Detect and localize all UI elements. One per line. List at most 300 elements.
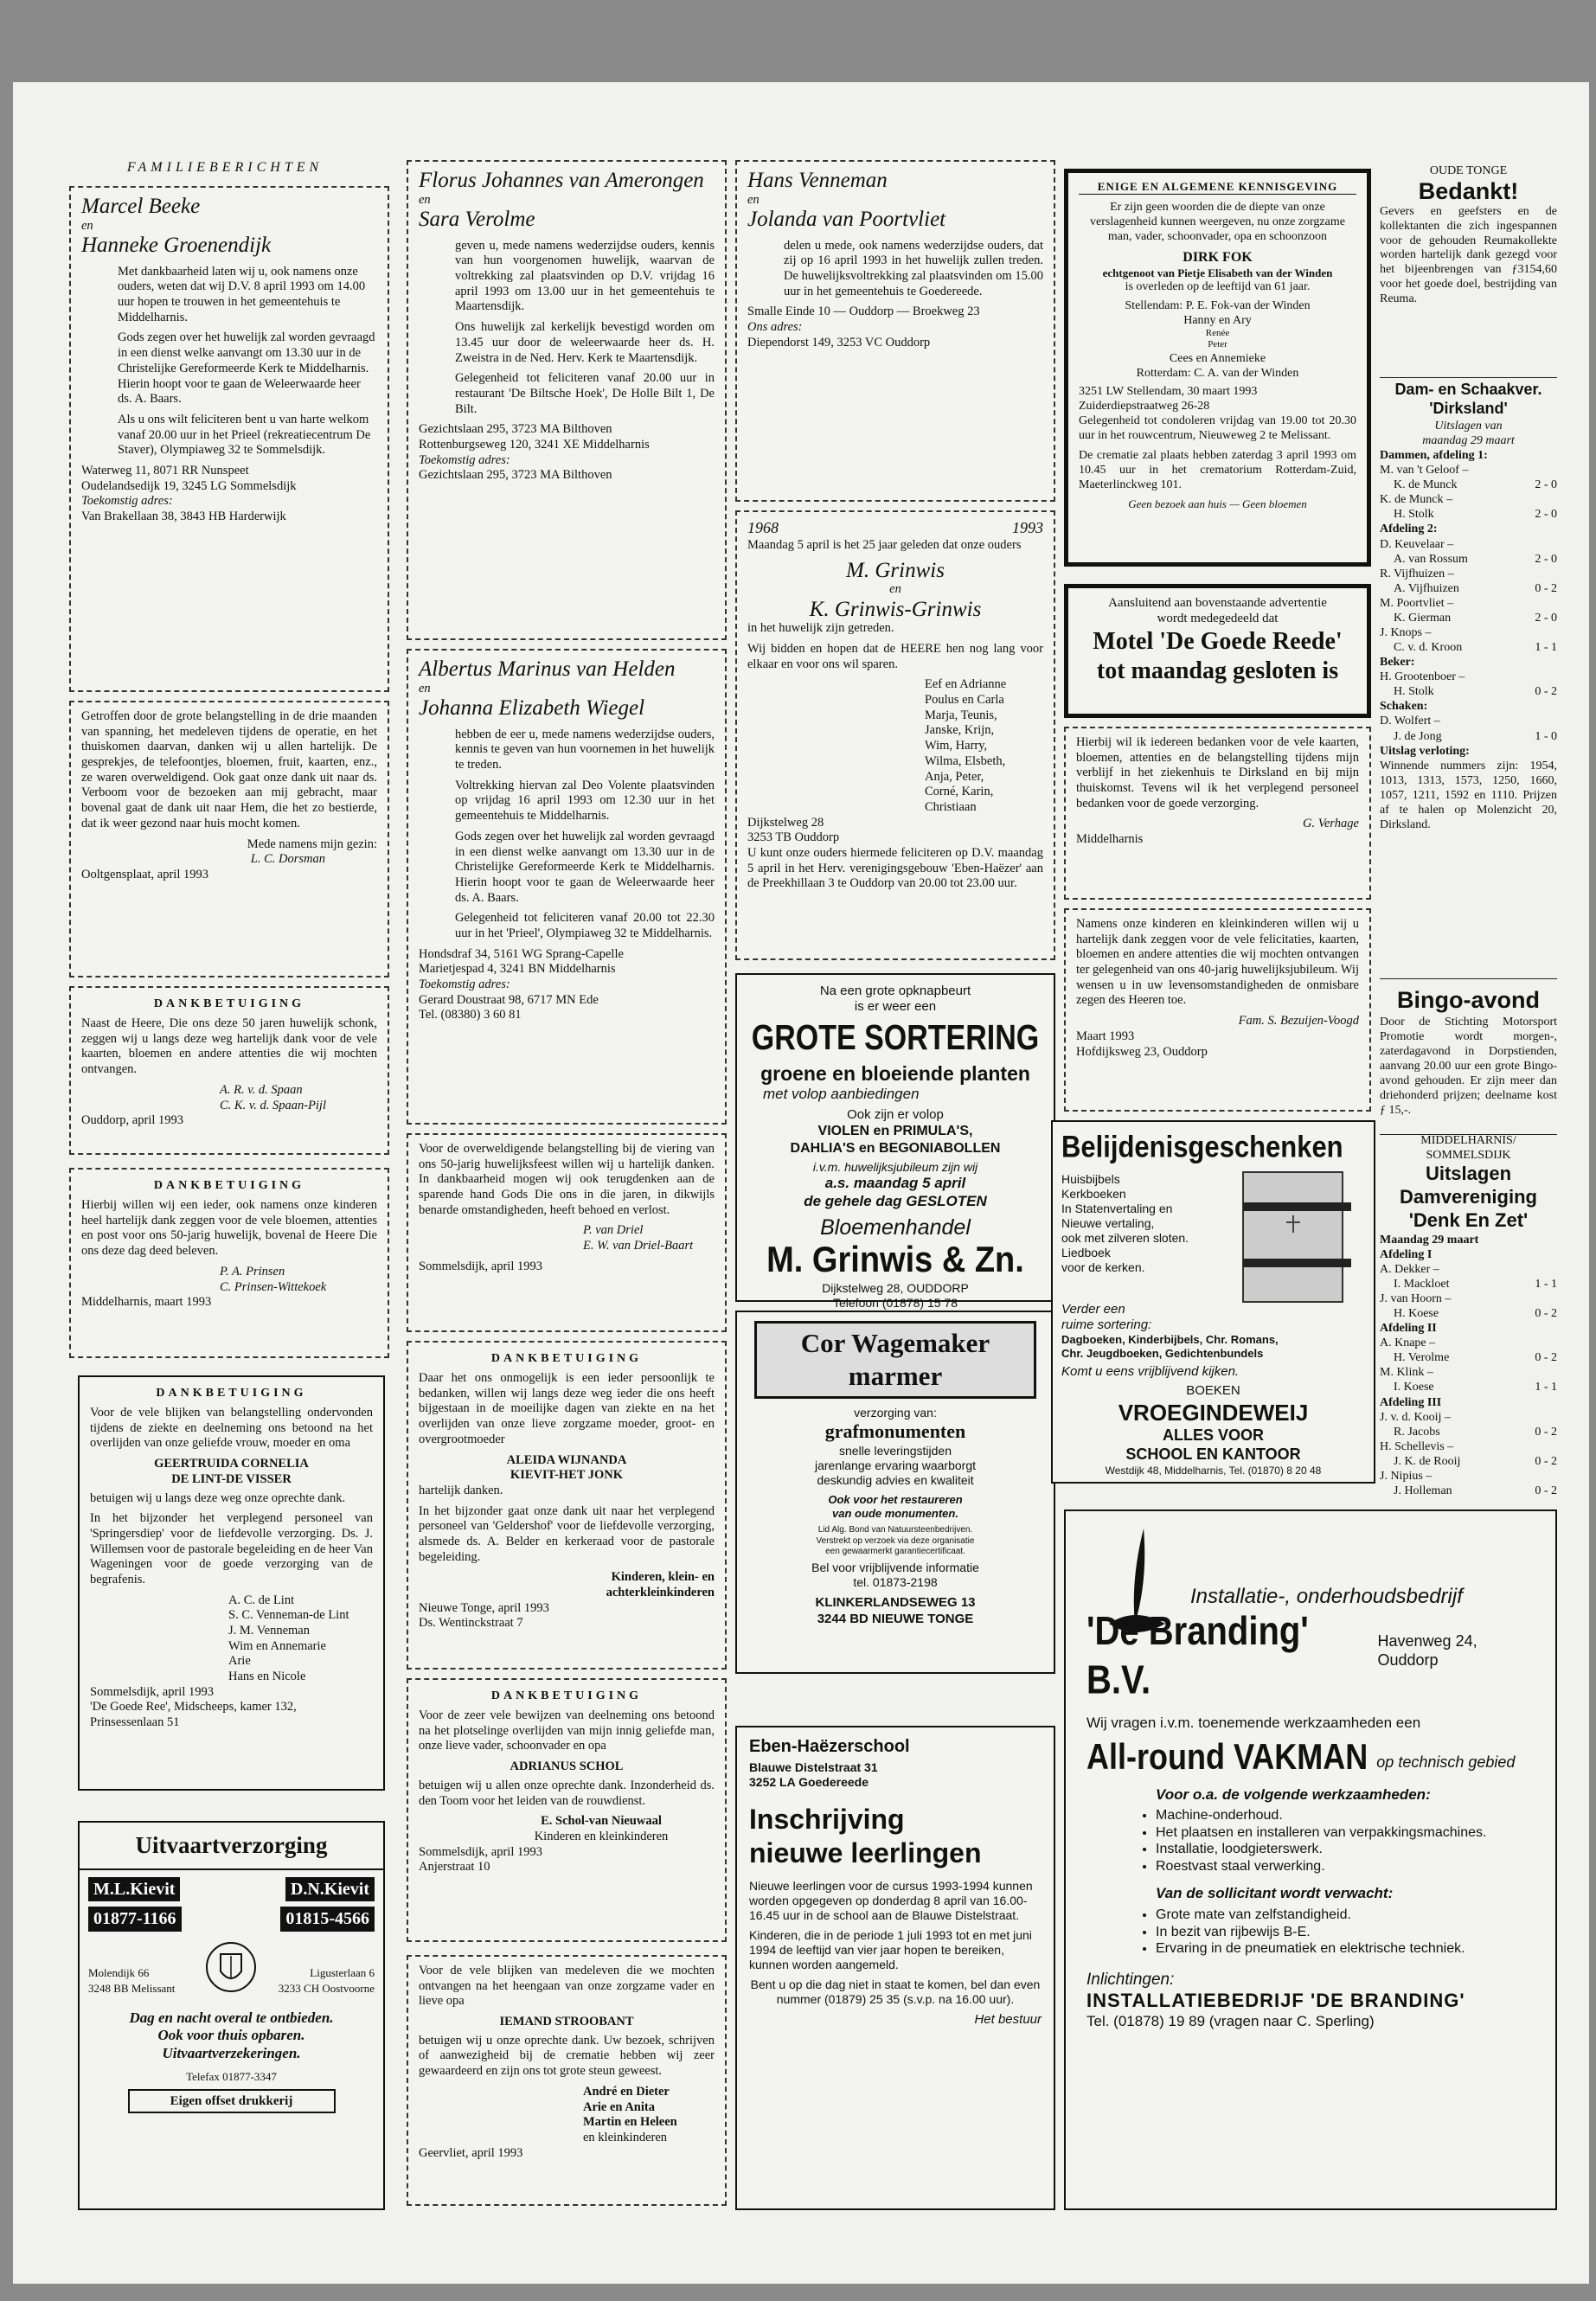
- deceased-name: KIEVIT-HET JONK: [510, 1468, 624, 1483]
- para: Gelegenheid tot feliciteren vanaf 20.00 uur in restaurant 'De Biltsche Hoek', De Holle Bilt 1, De Bilt.: [455, 371, 715, 416]
- address: 3253 TB Ouddorp: [747, 830, 840, 845]
- place-date: Sommelsdijk, april 1993: [90, 1684, 214, 1699]
- address: Gezichtslaan 295, 3723 MA Bilthoven: [419, 468, 612, 483]
- player-name: R. Vijfhuizen –: [1380, 567, 1454, 580]
- signature: G. Verhage: [1303, 817, 1359, 831]
- address: Marietjespad 4, 3241 BN Middelharnis: [419, 962, 616, 977]
- en-word: en: [747, 192, 760, 207]
- results-table: [1380, 448, 1557, 744]
- player-name: H. Grootenboer –: [1380, 670, 1465, 684]
- fine-print: een gewaarmerkt garantiecertificaat.: [825, 1546, 965, 1556]
- heading: DANKBETUIGING: [153, 997, 305, 1010]
- score: 2 - 0: [1535, 611, 1557, 625]
- address: KLINKERLANDSEWEG 13: [815, 1595, 976, 1611]
- player-name: R. Jacobs: [1394, 1425, 1440, 1439]
- results-row: [1380, 537, 1557, 552]
- player-name: K. de Munck –: [1380, 493, 1452, 507]
- para: In het bijzonder het verplegend personeel van 'Springersdiep' voor de liefdevolle verzorging. Ds. J. Willemsen voor de pastorale begeleiding en de heer Van Wageningen voor de goede verzorging van de begrafenis.: [90, 1511, 373, 1586]
- player-name: J. K. de Rooij: [1394, 1454, 1461, 1468]
- signature: Arie: [228, 1654, 251, 1669]
- requirement-list: [1138, 1907, 1535, 1958]
- ad-line: snelle leveringstijden: [839, 1443, 952, 1458]
- school-name: Eben-Haëzerschool: [749, 1737, 910, 1756]
- future-label: Ons adres:: [747, 320, 803, 335]
- product-item: Kerkboeken: [1061, 1186, 1126, 1201]
- company-trade: marmer: [848, 1360, 943, 1391]
- results-row: [1380, 625, 1557, 640]
- para: betuigen wij u onze oprechte dank. Uw bezoek, schrijven of aanwezigheid bij de crematie hebben wij zeer gewaardeerd en zijn ons tot grote steun geweest.: [419, 2033, 715, 2079]
- results-row: [1380, 670, 1557, 684]
- groom-name: Florus Johannes van Amerongen: [419, 169, 704, 192]
- results-row: [1380, 1277, 1557, 1292]
- signature: Kinderen, klein- en: [611, 1570, 715, 1585]
- ad-headline: Belijdenisgeschenken: [1061, 1129, 1343, 1164]
- ad-line: ruime sortering:: [1061, 1317, 1152, 1333]
- player-name: M. Klink –: [1380, 1366, 1433, 1380]
- coat-of-arms-icon: [205, 1937, 257, 1997]
- thanks-dorsman: [69, 701, 389, 977]
- name-right: D.N.Kievit: [285, 1877, 375, 1901]
- logo-panel: [754, 1321, 1036, 1399]
- telefax: Telefax 01877-3347: [186, 2069, 277, 2083]
- bride-name: Jolanda van Poortvliet: [747, 208, 946, 232]
- para: Voltrekking hiervan zal Deo Volente plaatsvinden op vrijdag 16 april 1993 om 12.30 uur in het gemeentehuis te Middelharnis.: [455, 778, 715, 824]
- ad-line: Verder een: [1061, 1301, 1125, 1317]
- para: Door de Stichting Motorsport Promotie wordt morgen-, zaterdagavond in Dorpstienden, aanvang 20.00 uur een grote Bingo-avond gehouden. Er zijn meer dan driehonderd prijzen; deelname kost ƒ 15,-.: [1380, 1015, 1557, 1118]
- signature: S. C. Venneman-de Lint: [228, 1608, 349, 1623]
- player-name: I. Mackloet: [1394, 1277, 1450, 1291]
- phone: Tel. (08380) 3 60 81: [419, 1008, 522, 1022]
- player-name: H. Verolme: [1394, 1351, 1450, 1365]
- player-name: J. Knops –: [1380, 626, 1432, 639]
- company-name: 'De Branding' B.V.: [1086, 1610, 1309, 1702]
- shop-line: BOEKEN: [1186, 1383, 1240, 1399]
- para: Met dankbaarheid laten wij u, ook namens onze ouders, weten dat wij D.V. 8 april 1993 om 14.00 uur hopen te trouwen in het gemeentehuis te Middelharnis.: [118, 264, 366, 324]
- para: hartelijk danken.: [419, 1483, 503, 1497]
- place-date: Maart 1993: [1076, 1029, 1135, 1043]
- player-name: A. Dekker –: [1380, 1262, 1439, 1276]
- results-dirksland: [1380, 381, 1557, 837]
- score: 1 - 1: [1535, 1277, 1557, 1291]
- product-item: Liedboek: [1061, 1246, 1111, 1260]
- para: Gevers en geefsters en de kollektanten die zich ingespannen voor de gehouden Reumakollekte worden hartelijk dank gezegd voor het bijeenbrengen van ƒ3154,60 voor het goede doel, bestrijding van Reuma.: [1380, 205, 1557, 305]
- ad-line: i.v.m. huwelijksjubileum zijn wij: [812, 1160, 978, 1175]
- para: hebben de eer u, mede namens wederzijdse ouders, kennis te geven van hun voornemen in het huwelijk te treden.: [455, 727, 715, 772]
- results-row: [1380, 478, 1557, 492]
- results-denk-en-zet: [1380, 1133, 1557, 1498]
- child-name: Marja, Teunis,: [925, 708, 997, 722]
- subheading: maandag 29 maart: [1422, 433, 1515, 447]
- requirement-item: • Grote mate van zelfstandigheid.: [1156, 1907, 1535, 1924]
- heading: Bingo-avond: [1397, 987, 1540, 1013]
- ad-kievit: [78, 1821, 385, 2210]
- spouse-line: echtgenoot van Pietje Elisabeth van der Winden: [1102, 266, 1333, 279]
- para: geven u, mede namens wederzijdse ouders, kennis van hun voorgenomen huwelijk, waarvan de voltrekking zal plaatsvinden op D.V. vrijdag 16 april 1993 om 13.00 uur in het gemeentehuis te Maartensdijk.: [455, 238, 715, 314]
- signature: E. W. van Driel-Baart: [583, 1239, 694, 1253]
- section-title: FAMILIEBERICHTEN: [126, 160, 324, 175]
- results-row: [1380, 1469, 1557, 1484]
- year-start: 1968: [747, 519, 779, 536]
- address: Hofdijksweg 23, Ouddorp: [1076, 1044, 1208, 1059]
- print-badge: Eigen offset drukkerij: [128, 2089, 336, 2113]
- announcement-venneman: [735, 160, 1055, 502]
- task-item: • Het plaatsen en installeren van verpakkingsmachines.: [1156, 1824, 1535, 1842]
- deceased-name: IEMAND STROOBANT: [499, 2015, 634, 2029]
- ad-line: van oude monumenten.: [832, 1506, 958, 1520]
- job-title: All-round VAKMAN: [1086, 1735, 1368, 1777]
- product-item: ook met zilveren sloten.: [1061, 1231, 1189, 1246]
- address: 3233 CH Oostvoorne: [278, 1981, 375, 1995]
- ad-grote-sortering: [735, 973, 1055, 1310]
- place-date: Middelharnis, maart 1993: [81, 1295, 212, 1310]
- player-name: A. van Rossum: [1394, 552, 1468, 566]
- results-row: [1380, 567, 1557, 581]
- score: 0 - 2: [1535, 1484, 1557, 1497]
- signature: P. A. Prinsen: [220, 1264, 285, 1279]
- results-table: [1380, 1247, 1557, 1498]
- player-name: M. Poortvliet –: [1380, 596, 1454, 610]
- heading: DANKBETUIGING: [490, 1689, 643, 1702]
- results-row: [1380, 1262, 1557, 1277]
- notice-bedankt: [1380, 164, 1557, 312]
- deceased-name: ADRIANUS SCHOL: [510, 1759, 624, 1774]
- para: delen u mede, ook namens wederzijdse ouders, dat zij op 16 april 1993 in het huwelijk zullen treden. De huwelijksvoltrekking zal plaatsvinden om 15.00 uur in het gemeentehuis te Goedereede.: [784, 238, 1043, 298]
- ad-line: Komt u eens vrijblijvend kijken.: [1061, 1364, 1240, 1380]
- heading: DANKBETUIGING: [156, 1387, 307, 1400]
- deceased-name: GEERTRUIDA CORNELIA: [154, 1457, 309, 1471]
- signature: André en Dieter: [583, 2084, 670, 2099]
- ad-line: Na een grote opknapbeurt: [819, 984, 971, 998]
- score: 2 - 0: [1535, 478, 1557, 492]
- para: Voor de vele blijken van belangstelling ondervonden tijdens de ziekte en deelneming ons betoond na het overlijden van onze geliefde vrouw, moeder en oma: [90, 1406, 373, 1451]
- results-group-heading: Afdeling 2:: [1380, 522, 1438, 536]
- para: Getroffen door de grote belangstelling in de drie maanden van spanning, het medeleven tijdens de operatie, en het thuiskomen daarvan, danken wij u allen hartelijk. De gesprekjes, de telefoontjes, bloemen, fruit, kaarten, enz., ze waren overweldigend. Ook gaat onze dank uit naar ds. Verboom voor de bezoeken aan mij gebracht, maar bovenal gaat de dank uit naar Hem, die het zo bestierde, dat ik weer gezond naar huis mocht komen.: [81, 709, 377, 830]
- subheading: Uitslagen van: [1434, 419, 1503, 433]
- heading: 'Denk En Zet': [1408, 1208, 1529, 1231]
- announcement-beeke: [69, 186, 389, 692]
- slogan: Ook voor thuis opbaren.: [157, 2027, 305, 2044]
- notice-bingo: [1380, 986, 1557, 1123]
- product-item: voor de kerken.: [1061, 1260, 1145, 1275]
- relative: Rotterdam: C. A. van der Winden: [1136, 366, 1299, 380]
- address: Oudelandsedijk 19, 3245 LG Sommelsdijk: [81, 478, 297, 493]
- player-name: J. van Hoorn –: [1380, 1292, 1452, 1305]
- place-date: Sommelsdijk, april 1993: [419, 1259, 542, 1273]
- results-row: [1380, 1292, 1557, 1306]
- signature: Arie en Anita: [583, 2099, 655, 2114]
- future-label: Toekomstig adres:: [419, 452, 510, 467]
- address: Blauwe Distelstraat 31: [749, 1760, 878, 1775]
- age-line: is overleden op de leeftijd van 61 jaar.: [1125, 280, 1311, 294]
- address: Van Brakellaan 38, 3843 HB Harderwijk: [81, 510, 286, 523]
- address: Dijkstelweg 28, OUDDORP: [822, 1280, 969, 1295]
- results-row: [1380, 1306, 1557, 1321]
- player-name: J. v. d. Kooij –: [1380, 1410, 1451, 1424]
- groom-name: Hans Venneman: [747, 169, 888, 192]
- signature: Kinderen en kleinkinderen: [534, 1829, 669, 1843]
- shop-type: Bloemenhandel: [820, 1215, 971, 1240]
- task-item: • Installatie, loodgieterswerk.: [1156, 1841, 1535, 1858]
- tel-right: 01815-4566: [280, 1907, 375, 1931]
- para: Als u ons wilt feliciteren bent u van harte welkom vanaf 20.00 uur in het Prieel (rekreatiecentrum De Staver), Olympiaweg 32 te Sommelsdijk.: [118, 412, 371, 458]
- child-name: Corné, Karin,: [925, 785, 994, 799]
- thanks-jonk: [407, 1341, 727, 1670]
- para: Naast de Heere, Die ons deze 50 jaren huwelijk schonk, zeggen wij u langs deze weg hartelijk dank voor de vele kaarten, bloemen en andere attenties die wij mochten ontvangen.: [81, 1016, 377, 1077]
- para: Ons huwelijk zal kerkelijk bevestigd worden om 13.45 uur door de weleerwaarde heer ds. H. Zweistra in de Ned. Herv. Kerk te Maartensdijk.: [455, 320, 715, 365]
- signatures: [419, 2085, 715, 2146]
- results-row: [1380, 581, 1557, 596]
- sig-intro: Mede namens mijn gezin:: [247, 836, 377, 851]
- address: Zuiderdiepstraatweg 26-28: [1079, 399, 1210, 413]
- bride-name: Hanneke Groenendijk: [81, 234, 272, 258]
- results-row: [1380, 463, 1557, 478]
- name-left: M.L.Kievit: [88, 1877, 180, 1901]
- shop-line: SCHOOL EN KANTOOR: [1125, 1445, 1301, 1464]
- ad-line: Ook voor het restaureren: [828, 1492, 963, 1506]
- results-row: [1380, 1336, 1557, 1350]
- para: in het huwelijk zijn getreden.: [747, 621, 894, 636]
- ad-line: Aansluitend aan bovenstaande advertentie: [1108, 596, 1327, 610]
- relative: Peter: [1208, 339, 1227, 350]
- results-group-heading: Afdeling I: [1380, 1247, 1433, 1261]
- results-row: [1380, 729, 1557, 744]
- product-item: Huisbijbels: [1061, 1171, 1120, 1186]
- results-row: [1380, 552, 1557, 567]
- requirement-item: • In bezit van rijbewijs B-E.: [1156, 1924, 1535, 1941]
- ad-line: op technisch gebied: [1376, 1753, 1516, 1771]
- player-name: K. Gierman: [1394, 611, 1452, 625]
- player-name: A. Knape –: [1380, 1336, 1436, 1350]
- child-name: Janske, Krijn,: [925, 723, 995, 738]
- ad-line: Bel voor vrijblijvende informatie: [811, 1561, 979, 1575]
- para: betuigen wij u langs deze weg onze oprechte dank.: [90, 1490, 346, 1505]
- ad-wagemaker: [735, 1311, 1055, 1674]
- address: Havenweg 24, Ouddorp: [1377, 1632, 1477, 1670]
- ad-line: Wij vragen i.v.m. toenemende werkzaamheden een: [1086, 1714, 1421, 1731]
- ad-headline: GROTE SORTERING: [751, 1017, 1040, 1058]
- para: Voor de vele blijken van medeleven die we mochten ontvangen na het heengaan van onze zorgzame vader en lieve opa: [419, 1964, 715, 2009]
- heading: Bedankt!: [1418, 178, 1519, 204]
- results-row: [1380, 596, 1557, 611]
- signatures: [90, 1593, 373, 1685]
- para: Wij bidden en hopen dat de HEERE hen nog lang voor elkaar en voor ons wil sparen.: [747, 642, 1043, 671]
- address: 3251 LW Stellendam, 30 maart 1993: [1079, 384, 1258, 398]
- subheading: Inlichtingen:: [1086, 1970, 1175, 1989]
- results-row: [1380, 1425, 1557, 1439]
- heading: DANKBETUIGING: [490, 1352, 643, 1365]
- results-group-heading: Afdeling II: [1380, 1322, 1437, 1336]
- place-date: Nieuwe Tonge, april 1993: [419, 1600, 549, 1615]
- para: Daar het ons onmogelijk is een ieder persoonlijk te bedanken, willen wij langs deze weg ieder die ons heeft bijgestaan in de moeilijke dagen van ziekte en na het overlijden van onze lieve zorgzame moeder, groot- en overgrootmoeder: [419, 1371, 715, 1446]
- phone: Telefoon (01878) 15 78: [833, 1295, 958, 1310]
- shop-name: VROEGINDEWEIJ: [1118, 1399, 1309, 1426]
- place-date: Sommelsdijk, april 1993: [419, 1844, 542, 1859]
- ad-de-branding: [1064, 1509, 1557, 2210]
- company-type: Installatie-, onderhoudsbedrijf: [1190, 1585, 1463, 1608]
- announcement-helden: [407, 649, 727, 1125]
- child-name: Christiaan: [925, 799, 977, 814]
- results-group-heading: Beker:: [1380, 656, 1415, 670]
- para: In het bijzonder gaat onze dank uit naar het verplegend personeel van 'Geldershof' voor de liefdevolle verzorging, alsmede ds. A. Belder en kerkeraad voor de pastorale begeleiding.: [419, 1503, 715, 1564]
- player-name: M. van 't Geloof –: [1380, 464, 1469, 478]
- ad-belijdenisgeschenken: [1051, 1120, 1375, 1484]
- results-row: [1380, 1439, 1557, 1454]
- score: 0 - 2: [1535, 1307, 1557, 1321]
- ad-headline: tot maandag gesloten is: [1096, 657, 1339, 684]
- future-label: Toekomstig adres:: [81, 494, 173, 509]
- para: Gelegenheid tot feliciteren vanaf 20.00 tot 22.30 uur in het 'Prieel', Olympiaweg 32 te Middelharnis.: [455, 911, 715, 940]
- wife-name: K. Grinwis-Grinwis: [809, 597, 982, 621]
- place-header: OUDE TONGE: [1429, 164, 1508, 177]
- subheading: Voor o.a. de volgende werkzaamheden:: [1156, 1785, 1431, 1803]
- ad-title: Uitvaartverzorging: [80, 1823, 383, 1870]
- ad-line: met volop aanbiedingen: [763, 1086, 920, 1103]
- para: Namens onze kinderen en kleinkinderen willen wij u hartelijk dank zeggen voor de vele felicitaties, kaarten, bloemen en andere attenties die wij mochten ontvangen ter gelegenheid van ons 40-jarig huwelijksjubileum. Wij wensen u in uw levensomstandigheden de onmisbare zegen des Heeren toe.: [1076, 917, 1359, 1008]
- newspaper-page: [13, 82, 1589, 2284]
- para: betuigen wij u allen onze oprechte dank. Inzonderheid ds. den Toom voor het leiden van de rouwdienst.: [419, 1778, 715, 1808]
- en-word: en: [419, 192, 431, 207]
- product-item: In Statenvertaling en: [1061, 1201, 1173, 1215]
- address: Rottenburgseweg 120, 3241 XE Middelharnis: [419, 437, 650, 452]
- results-row: [1380, 1350, 1557, 1365]
- player-name: K. de Munck: [1394, 478, 1458, 492]
- heading: ENIGE EN ALGEMENE KENNISGEVING: [1079, 180, 1356, 195]
- address: 3252 LA Goedereede: [749, 1775, 869, 1790]
- ad-eben-haezerschool: [735, 1726, 1055, 2210]
- player-name: D. Keuvelaar –: [1380, 537, 1454, 551]
- anniversary-grinwis: [735, 510, 1055, 960]
- child-name: Wilma, Elsbeth,: [925, 753, 1006, 768]
- address: Anjerstraat 10: [419, 1860, 490, 1875]
- address: Gerard Doustraat 98, 6717 MN Ede: [419, 992, 599, 1007]
- signature: J. M. Venneman: [228, 1624, 310, 1638]
- para: Voor de overweldigende belangstelling bij de viering van ons 50-jarig huwelijksfeest willen wij u hartelijk danken. In dankbaarheid mogen wij ook terugdenken aan de sparende hand Gods Die ons in die jaren, in dikwijls benarde omstandigheden, heeft behoed en verlost.: [419, 1142, 715, 1217]
- signature: L. C. Dorsman: [250, 852, 325, 867]
- results-group-heading: Afdeling III: [1380, 1395, 1442, 1409]
- en-word: en: [419, 681, 431, 695]
- results-group-heading: Schaken:: [1380, 700, 1428, 714]
- address: Diependorst 149, 3253 VC Ouddorp: [747, 335, 931, 349]
- child-name: Poulus en Carla: [925, 693, 1004, 708]
- en-word: en: [81, 218, 93, 233]
- heading: Uitslagen: [1425, 1163, 1512, 1185]
- signature: en kleinkinderen: [583, 2130, 668, 2144]
- signature: A. C. de Lint: [228, 1593, 295, 1607]
- ad-line: is er weer een: [854, 999, 937, 1015]
- ad-subheadline: groene en bloeiende planten: [760, 1062, 1030, 1086]
- address: Gezichtslaan 295, 3723 MA Bilthoven: [419, 422, 612, 437]
- address: Molendijk 66: [88, 1965, 150, 1979]
- player-name: D. Wolfert –: [1380, 715, 1440, 728]
- shop-name: M. Grinwis & Zn.: [766, 1240, 1024, 1281]
- fine-print: Verstrekt op verzoek via deze organisatie: [816, 1535, 975, 1546]
- subheading: Uitslag verloting:: [1380, 744, 1470, 758]
- bride-name: Johanna Elizabeth Wiegel: [419, 696, 645, 721]
- address: Smalle Einde 10 — Ouddorp — Broekweg 23: [747, 304, 980, 319]
- child-name: Eef en Adrianne: [925, 677, 1007, 692]
- ad-headline: Motel 'De Goede Reede': [1093, 627, 1343, 655]
- child-name: Anja, Peter,: [925, 769, 984, 784]
- ad-line: Ook zijn er volop: [847, 1106, 944, 1122]
- address: Westdijk 48, Middelharnis, Tel. (01870) 8 20 48: [1105, 1465, 1322, 1477]
- company-name: Cor Wagemaker: [800, 1328, 990, 1358]
- ad-line: DAHLIA'S en BEGONIABOLLEN: [790, 1140, 1001, 1156]
- heading: DANKBETUIGING: [153, 1179, 305, 1192]
- score: 0 - 2: [1535, 1425, 1557, 1439]
- children-list: [747, 677, 1043, 815]
- ad-line: a.s. maandag 5 april: [824, 1175, 966, 1192]
- address: 3248 BB Melissant: [88, 1981, 176, 1995]
- results-row: [1380, 611, 1557, 625]
- requirement-item: • Ervaring in de pneumatiek en elektrische techniek.: [1156, 1940, 1535, 1958]
- results-group-heading: Dammen, afdeling 1:: [1380, 449, 1488, 463]
- heading: 'Dirksland': [1429, 399, 1508, 417]
- ad-headline: Inschrijving: [749, 1803, 905, 1835]
- address: Hondsdraf 34, 5161 WG Sprang-Capelle: [419, 946, 624, 961]
- para: Gelegenheid tot condoleren vrijdag van 19.00 tot 20.30 uur in het rouwcentrum, Nieuweweg 2 te Melissant.: [1079, 413, 1356, 442]
- product-list: [1061, 1172, 1226, 1302]
- task-item: • Roestvast staal verwerking.: [1156, 1858, 1535, 1875]
- address: 3244 BD NIEUWE TONGE: [817, 1611, 974, 1626]
- deceased-name: DIRK FOK: [1183, 250, 1253, 266]
- ad-line: Chr. Jeugdboeken, Gedichtenbundels: [1061, 1347, 1264, 1361]
- para: Bent u op die dag niet in staat te komen, bel dan even nummer (01879) 25 35 (s.v.p. na 16.00 uur).: [750, 1977, 1041, 2007]
- results-row: [1380, 640, 1557, 655]
- signature: Het bestuur: [974, 2012, 1042, 2028]
- signature: Wim en Annemarie: [228, 1638, 326, 1653]
- phone: tel. 01873-2198: [853, 1575, 938, 1590]
- heading: Dam- en Schaakver.: [1394, 381, 1542, 398]
- groom-name: Albertus Marinus van Helden: [419, 657, 676, 681]
- task-item: • Machine-onderhoud.: [1156, 1807, 1535, 1824]
- player-name: A. Vijfhuizen: [1394, 581, 1459, 595]
- player-name: J. de Jong: [1394, 729, 1442, 743]
- address: 'De Goede Ree', Midscheeps, kamer 132,: [90, 1700, 297, 1715]
- relative: Cees en Annemieke: [1169, 351, 1266, 365]
- score: 1 - 1: [1535, 1381, 1557, 1394]
- para: Voor de zeer vele bewijzen van deelneming ons betoond na het plotselinge overlijden van mijn innig geliefde man, onze lieve vader, schoonvader en opa: [419, 1708, 715, 1753]
- child-name: Wim, Harry,: [925, 739, 988, 753]
- ad-line: verzorging van:: [854, 1405, 937, 1420]
- address: Waterweg 11, 8071 RR Nunspeet: [81, 463, 249, 478]
- task-list: [1138, 1807, 1535, 1875]
- results-row: [1380, 507, 1557, 522]
- player-name: H. Koese: [1394, 1307, 1439, 1321]
- thanks-stroobant: [407, 1955, 727, 2206]
- signature: Fam. S. Bezuijen-Voogd: [1238, 1014, 1359, 1029]
- score: 1 - 1: [1535, 641, 1557, 655]
- thanks-schol: [407, 1678, 727, 1942]
- results-row: [1380, 1410, 1557, 1425]
- deceased-name: DE LINT-DE VISSER: [171, 1471, 292, 1486]
- ad-line: de gehele dag GESLOTEN: [804, 1192, 987, 1209]
- place-date: Ouddorp, april 1993: [81, 1113, 183, 1128]
- score: 0 - 2: [1535, 1351, 1557, 1365]
- notice-fok: [1064, 169, 1371, 567]
- bride-name: Sara Verolme: [419, 208, 535, 232]
- para: Kinderen, die in de periode 1 juli 1993 tot en met juni 1994 de leeftijd van vier jaar hopen te bereiken, kunnen worden aangemeld.: [749, 1927, 1032, 1971]
- ad-line: wordt medegedeeld dat: [1157, 612, 1279, 626]
- thanks-voogd: [1064, 908, 1371, 1112]
- relative: Renée: [1205, 327, 1230, 338]
- results-row: [1380, 684, 1557, 699]
- para: De crematie zal plaats hebben zaterdag 3 april 1993 om 10.45 uur in het crematorium Rotterdam-Zuid, Maeterlinckweg 101.: [1079, 448, 1356, 492]
- para: Gods zegen over het huwelijk zal worden gevraagd in een dienst welke aanvangt om 13.30 uur in de Christelijke Gereformeerde Kerk te Middelharnis. Hierin hoopt voor te gaan de Weleerwaarde heer ds. A. Baars.: [455, 829, 715, 905]
- results-row: [1380, 1380, 1557, 1394]
- player-name: H. Stolk: [1394, 508, 1434, 522]
- signature: achterkleinkinderen: [606, 1586, 715, 1600]
- thanks-spaan: [69, 986, 389, 1155]
